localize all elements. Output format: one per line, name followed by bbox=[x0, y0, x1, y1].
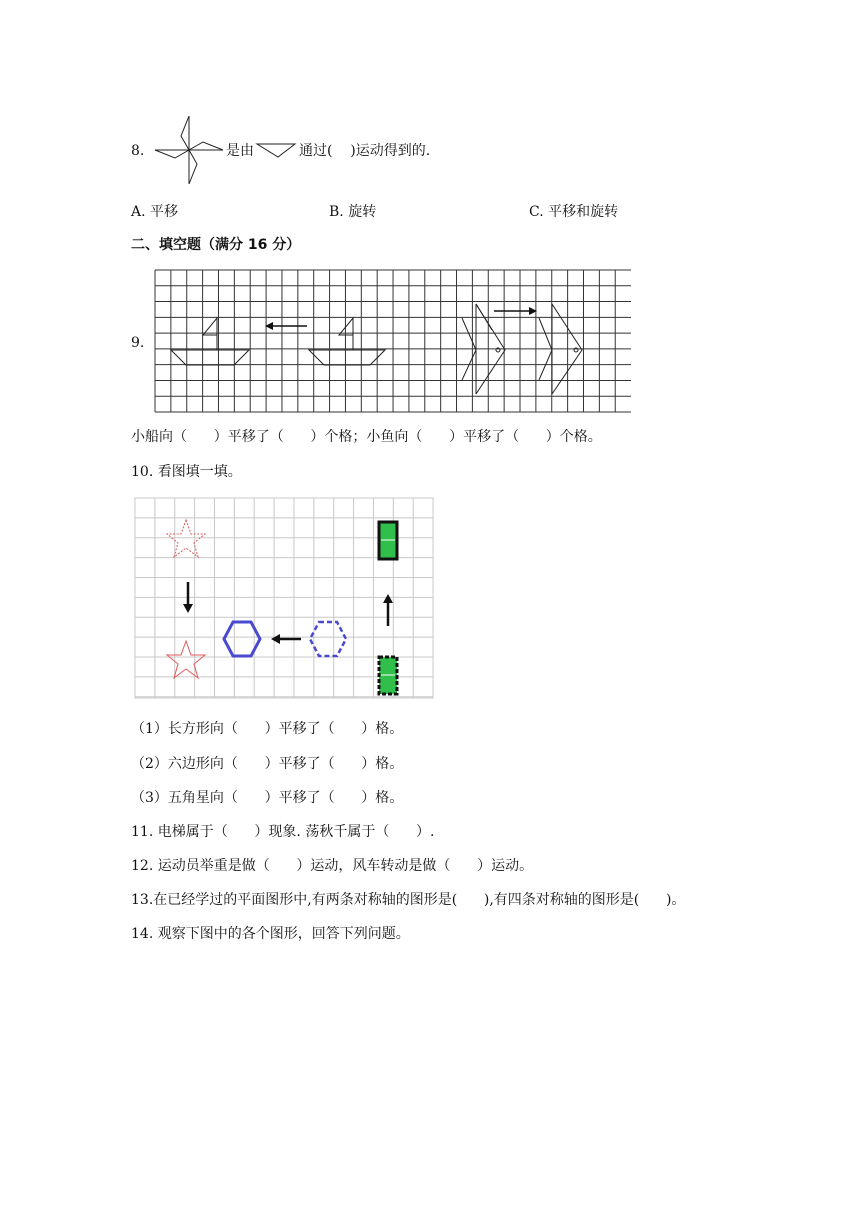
triangle-icon bbox=[256, 143, 296, 159]
q8-option-c[interactable]: C. 平移和旋转 bbox=[529, 204, 619, 220]
q14-text: 14. 观察下图中的各个图形，回答下列问题。 bbox=[131, 926, 410, 942]
q9-question: 小船向（ ）平移了（ ）个格；小鱼向（ ）平移了（ ）个格。 bbox=[131, 429, 602, 445]
left-arrow-icon bbox=[265, 322, 307, 330]
q12-text: 12. 运动员举重是做（ ）运动，风车转动是做（ ）运动。 bbox=[131, 858, 534, 874]
q13-text: 13.在已经学过的平面图形中,有两条对称轴的图形是( ),有四条对称轴的图形是( )。 bbox=[131, 892, 686, 908]
q8-number: 8. bbox=[131, 143, 145, 159]
pinwheel-icon bbox=[152, 114, 226, 186]
q9-grid-figure bbox=[155, 270, 631, 412]
q9-number: 9. bbox=[131, 335, 145, 351]
rectangle-icon bbox=[379, 522, 397, 559]
boat-icon bbox=[309, 318, 385, 365]
q11-text: 11. 电梯属于（ ）现象. 荡秋千属于（ ）. bbox=[131, 824, 435, 840]
section-title: 二、填空题（满分 16 分） bbox=[131, 237, 301, 253]
q10-sub-3: （3）五角星向（ ）平移了（ ）格。 bbox=[131, 790, 404, 806]
q8-text-end: 通过( )运动得到的. bbox=[299, 143, 431, 159]
q8-text-mid: 是由 bbox=[226, 143, 254, 159]
q10-sub-2: （2）六边形向（ ）平移了（ ）格。 bbox=[131, 756, 404, 772]
q10-title: 10. 看图填一填。 bbox=[131, 464, 242, 480]
right-arrow-icon bbox=[494, 307, 537, 315]
q8-option-b[interactable]: B. 旋转 bbox=[329, 204, 377, 220]
rectangle-icon bbox=[379, 657, 397, 694]
boat-icon bbox=[171, 318, 249, 365]
q8-option-a[interactable]: A. 平移 bbox=[131, 204, 179, 220]
q10-grid-figure bbox=[135, 498, 433, 698]
q10-sub-1: （1）长方形向（ ）平移了（ ）格。 bbox=[131, 721, 404, 737]
